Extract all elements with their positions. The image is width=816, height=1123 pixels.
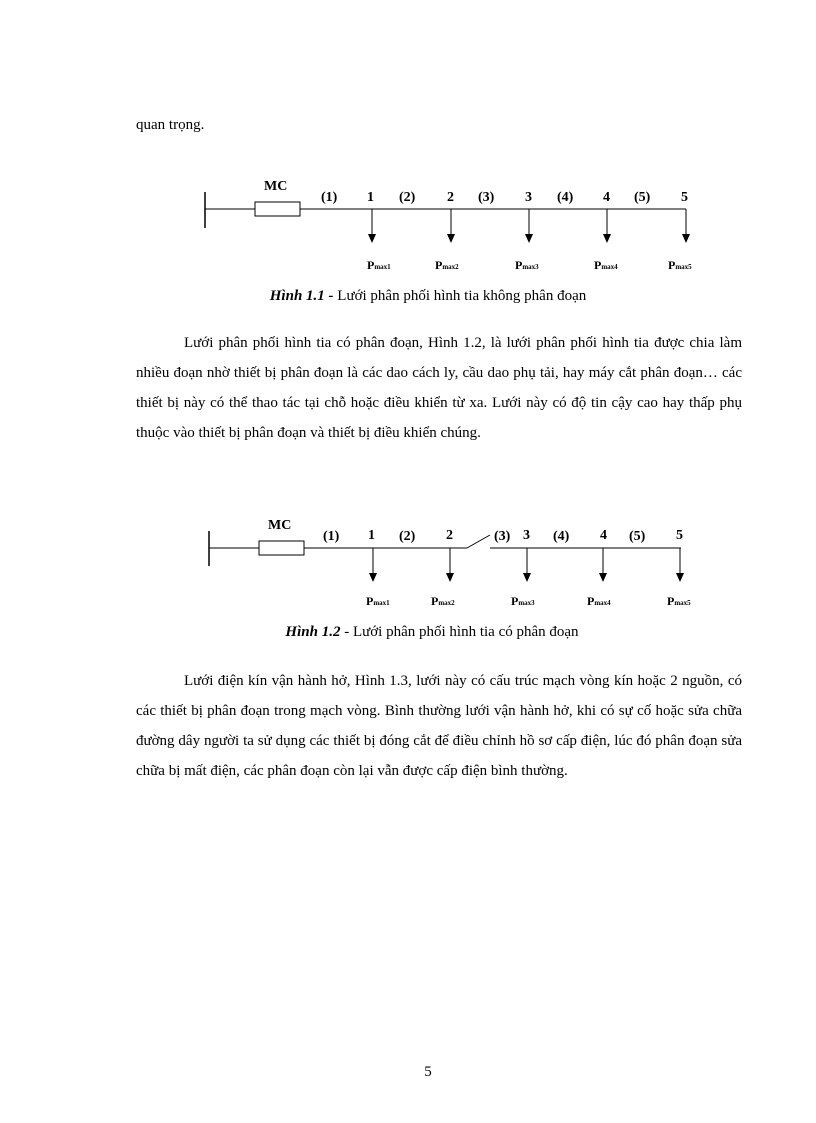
breaker-label-1: MC (264, 179, 288, 194)
load-label: Pmax4 (594, 258, 618, 272)
segment-label: (5) (634, 190, 651, 205)
load-label: Pmax1 (366, 594, 390, 608)
segment-label: (2) (399, 529, 416, 544)
intro-line: quan trọng. (136, 117, 205, 133)
node-label: 3 (525, 190, 532, 205)
load-arrow (525, 209, 533, 243)
load-arrow (523, 548, 531, 582)
segment-label: (1) (321, 190, 338, 205)
segment-label: (4) (557, 190, 574, 205)
page-number: 5 (424, 1064, 432, 1080)
node-label: 4 (600, 528, 607, 543)
load-label: Pmax3 (515, 258, 539, 272)
figure-1-1-caption (0, 288, 816, 305)
caption-label: Hình 1.1 - (269, 288, 334, 304)
figure-1-2-circuit (209, 518, 691, 608)
load-arrow (447, 209, 455, 243)
load-label: Pmax5 (667, 594, 691, 608)
segment-label: (5) (629, 529, 646, 544)
figure-1-1-circuit (205, 179, 692, 272)
segment-label: (2) (399, 190, 416, 205)
load-label: Pmax3 (511, 594, 535, 608)
caption-text: - Lưới phân phối hình tia có phân đoạn (340, 624, 579, 640)
load-label: Pmax1 (367, 258, 391, 272)
breaker-2 (259, 541, 304, 555)
node-label: 5 (676, 528, 683, 543)
node-label: 2 (446, 528, 453, 543)
node-label: 1 (368, 528, 375, 543)
node-label: 5 (681, 190, 688, 205)
breaker-label-2: MC (268, 518, 292, 533)
paragraph-2: Lưới điện kín vận hành hở, Hình 1.3, lưới này có cấu trúc mạch vòng kín hoặc 2 nguồn, có các thiết bị phân đoạn trong mạch vòng. Bình thường lưới vận hành hở, khi có sự cố hoặc sửa chữa đường dây người ta sử dụng các thiết bị đóng cắt để điều chỉnh hồ sơ cấp điện, lúc đó phân đoạn sửa chữa bị mất điện, các phân đoạn còn lại vẫn được cấp điện bình thường. (136, 673, 742, 779)
load-label: Pmax4 (587, 594, 611, 608)
load-arrow (603, 209, 611, 243)
load-arrow (599, 548, 607, 582)
segment-label: (3) (478, 190, 495, 205)
node-label: 4 (603, 190, 610, 205)
segment-label: (1) (323, 529, 340, 544)
load-arrow (676, 548, 684, 582)
load-arrow (369, 548, 377, 582)
node-label: 1 (367, 190, 374, 205)
load-label: Pmax2 (435, 258, 459, 272)
paragraph-1: Lưới phân phối hình tia có phân đoạn, Hình 1.2, là lưới phân phối hình tia được chia làm nhiều đoạn nhờ thiết bị phân đoạn là các dao cách ly, cầu dao phụ tải, hay máy cắt phân đoạn… các thiết bị này có thể thao tác tại chỗ hoặc điều khiển từ xa. Lưới này có độ tin cậy cao hay thấp phụ thuộc vào thiết bị phân đoạn và thiết bị điều khiển chúng. (136, 335, 742, 441)
load-label: Pmax2 (431, 594, 455, 608)
node-label: 3 (523, 528, 530, 543)
node-label: 2 (447, 190, 454, 205)
segment-label: (3) (494, 529, 511, 544)
load-arrow (682, 209, 690, 243)
load-label: Pmax5 (668, 258, 692, 272)
segment-label: (4) (553, 529, 570, 544)
load-arrow (446, 548, 454, 582)
load-arrow (368, 209, 376, 243)
caption-text: Lưới phân phối hình tia không phân đoạn (333, 288, 587, 304)
sectionalizer-switch (467, 535, 490, 548)
figure-1-2-caption (0, 624, 816, 641)
caption-label: Hình 1.2 (285, 624, 341, 640)
breaker-1 (255, 202, 300, 216)
